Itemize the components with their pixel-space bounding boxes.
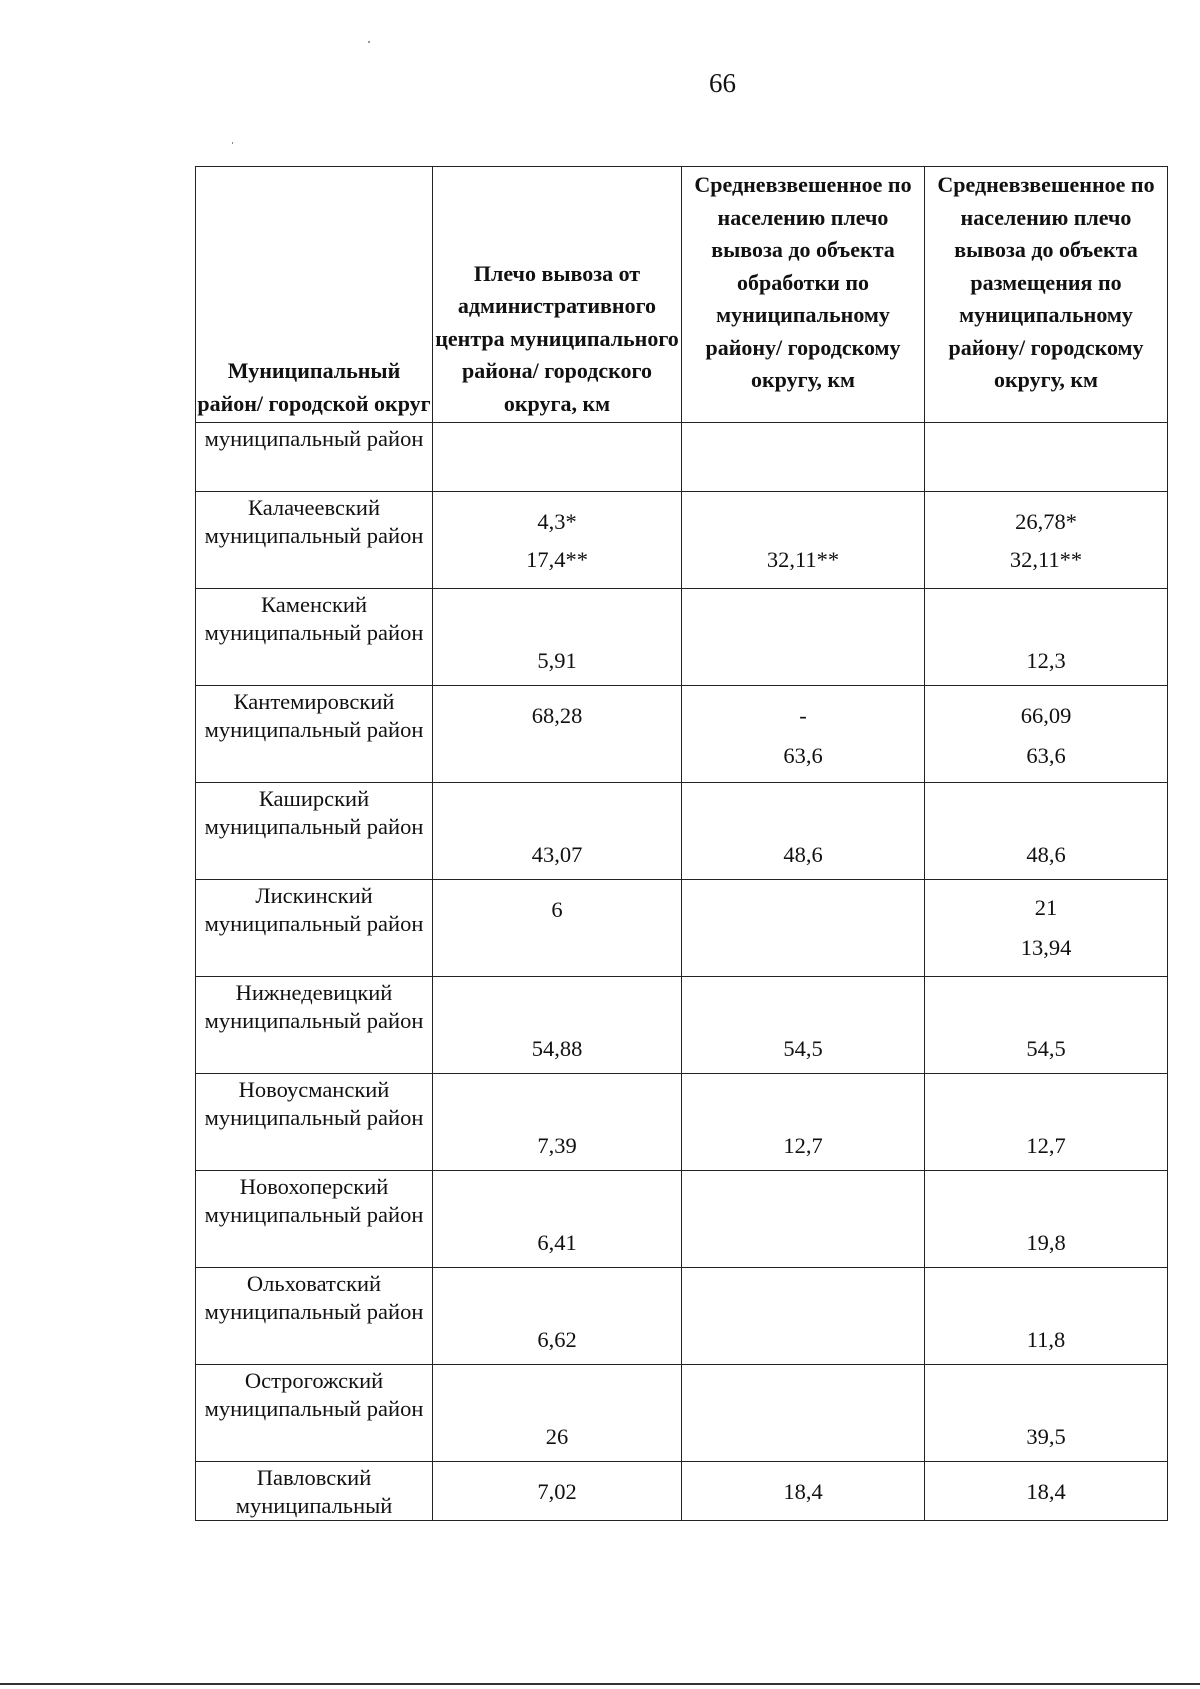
value: 26,78*: [1015, 509, 1077, 534]
distance-from-center: [433, 492, 682, 589]
distance-to-processing: [682, 977, 925, 1074]
table-row: [196, 686, 1168, 783]
distance-to-processing: [682, 880, 925, 977]
data-table: [195, 166, 1168, 1521]
table-row: [196, 423, 1168, 492]
table-row: [196, 783, 1168, 880]
distance-to-disposal: [925, 1171, 1168, 1268]
distance-to-processing: [682, 492, 925, 589]
district-name: Павловский муниципальный: [196, 1462, 433, 1521]
distance-to-processing: [682, 686, 925, 783]
distance-from-center: [433, 589, 682, 686]
value: 63,6: [783, 743, 823, 768]
distance-to-disposal: [925, 1365, 1168, 1462]
value: 13,94: [1020, 935, 1072, 960]
distance-to-processing: [682, 783, 925, 880]
distance-to-disposal: [925, 880, 1168, 977]
value: 39,5: [1026, 1424, 1066, 1449]
page-bottom-rule: [0, 1683, 1200, 1685]
table-row: [196, 492, 1168, 589]
value: 66,09: [1020, 703, 1072, 728]
district-name: Калачеевский муниципальный район: [196, 492, 433, 589]
distance-to-processing: [682, 1365, 925, 1462]
distance-to-disposal: [925, 492, 1168, 589]
district-name: Ольховатский муниципальный район: [196, 1268, 433, 1365]
header-distance-to-processing: Средневзвешенное по населению плечо вывоза до объекта обработки по муниципальному району/ городскому округу, км: [682, 167, 925, 423]
district-name: Каширский муниципальный район: [196, 783, 433, 880]
header-distance-to-disposal: Средневзвешенное по населению плечо вывоза до объекта размещения по муниципальному району/ городскому округу, км: [925, 167, 1168, 423]
table-row: [196, 1365, 1168, 1462]
table-row: [196, 1462, 1168, 1521]
value: 68,28: [531, 703, 583, 728]
distance-to-disposal: [925, 1462, 1168, 1521]
distance-to-disposal: [925, 589, 1168, 686]
district-name: Лискинский муниципальный район: [196, 880, 433, 977]
value: 12,3: [1026, 648, 1066, 673]
distance-from-center: [433, 1365, 682, 1462]
district-name: муниципальный район: [196, 423, 433, 492]
table-row: [196, 589, 1168, 686]
district-name: Каменский муниципальный район: [196, 589, 433, 686]
district-name: Новоусманский муниципальный район: [196, 1074, 433, 1171]
distance-to-disposal: [925, 423, 1168, 492]
value: 21: [1034, 895, 1058, 920]
value: 6,41: [537, 1230, 577, 1255]
value: -: [799, 703, 807, 728]
value: 12,7: [1026, 1133, 1066, 1158]
distance-from-center: [433, 880, 682, 977]
distance-to-disposal: [925, 1074, 1168, 1171]
distance-from-center: [433, 1074, 682, 1171]
distance-to-processing: [682, 1171, 925, 1268]
value: 12,7: [783, 1133, 823, 1158]
distance-to-processing: [682, 1268, 925, 1365]
header-distance-from-center: Плечо вывоза от административного центра муниципального района/ городского округа, км: [433, 167, 682, 423]
distance-from-center: [433, 686, 682, 783]
distance-to-disposal: [925, 783, 1168, 880]
page-number: 66: [709, 68, 736, 98]
distance-from-center: [433, 783, 682, 880]
value: 6,62: [537, 1327, 577, 1352]
distance-to-processing: [682, 423, 925, 492]
scan-speck: [232, 142, 233, 144]
distance-from-center: [433, 1171, 682, 1268]
table-row: [196, 1074, 1168, 1171]
distance-to-processing: [682, 1462, 925, 1521]
value: 11,8: [1026, 1327, 1066, 1352]
district-name: Кантемировский муниципальный район: [196, 686, 433, 783]
value: 48,6: [783, 842, 823, 867]
table-row: [196, 977, 1168, 1074]
value: 26: [545, 1424, 569, 1449]
distance-to-disposal: [925, 1268, 1168, 1365]
value: 18,4: [783, 1479, 823, 1504]
header-row: [196, 167, 1168, 423]
distance-to-disposal: [925, 686, 1168, 783]
district-name: Острогожский муниципальный район: [196, 1365, 433, 1462]
district-name: Нижнедевицкий муниципальный район: [196, 977, 433, 1074]
value: 32,11**: [766, 547, 840, 572]
value: 19,8: [1026, 1230, 1066, 1255]
table-row: [196, 1171, 1168, 1268]
value: 43,07: [531, 842, 583, 867]
distance-from-center: [433, 423, 682, 492]
value: 17,4**: [526, 547, 588, 572]
value: 48,6: [1026, 842, 1066, 867]
value: 54,88: [531, 1036, 583, 1061]
value: 18,4: [1026, 1479, 1066, 1504]
value: 6: [551, 897, 563, 922]
distance-to-processing: [682, 589, 925, 686]
distance-from-center: [433, 1268, 682, 1365]
value: 32,11**: [1009, 547, 1083, 572]
value: 7,02: [537, 1479, 577, 1504]
distance-from-center: [433, 977, 682, 1074]
value: 63,6: [1026, 743, 1066, 768]
value: 7,39: [537, 1133, 577, 1158]
table-row: [196, 880, 1168, 977]
value: 54,5: [1026, 1036, 1066, 1061]
district-name: Новохоперский муниципальный район: [196, 1171, 433, 1268]
scan-speck: [368, 41, 370, 43]
header-district: Муниципальный район/ городской округ: [196, 167, 433, 423]
value: 54,5: [783, 1036, 823, 1061]
value: 4,3*: [537, 509, 577, 534]
value: 5,91: [537, 648, 577, 673]
distance-to-disposal: [925, 977, 1168, 1074]
distance-to-processing: [682, 1074, 925, 1171]
table-row: [196, 1268, 1168, 1365]
distance-from-center: [433, 1462, 682, 1521]
